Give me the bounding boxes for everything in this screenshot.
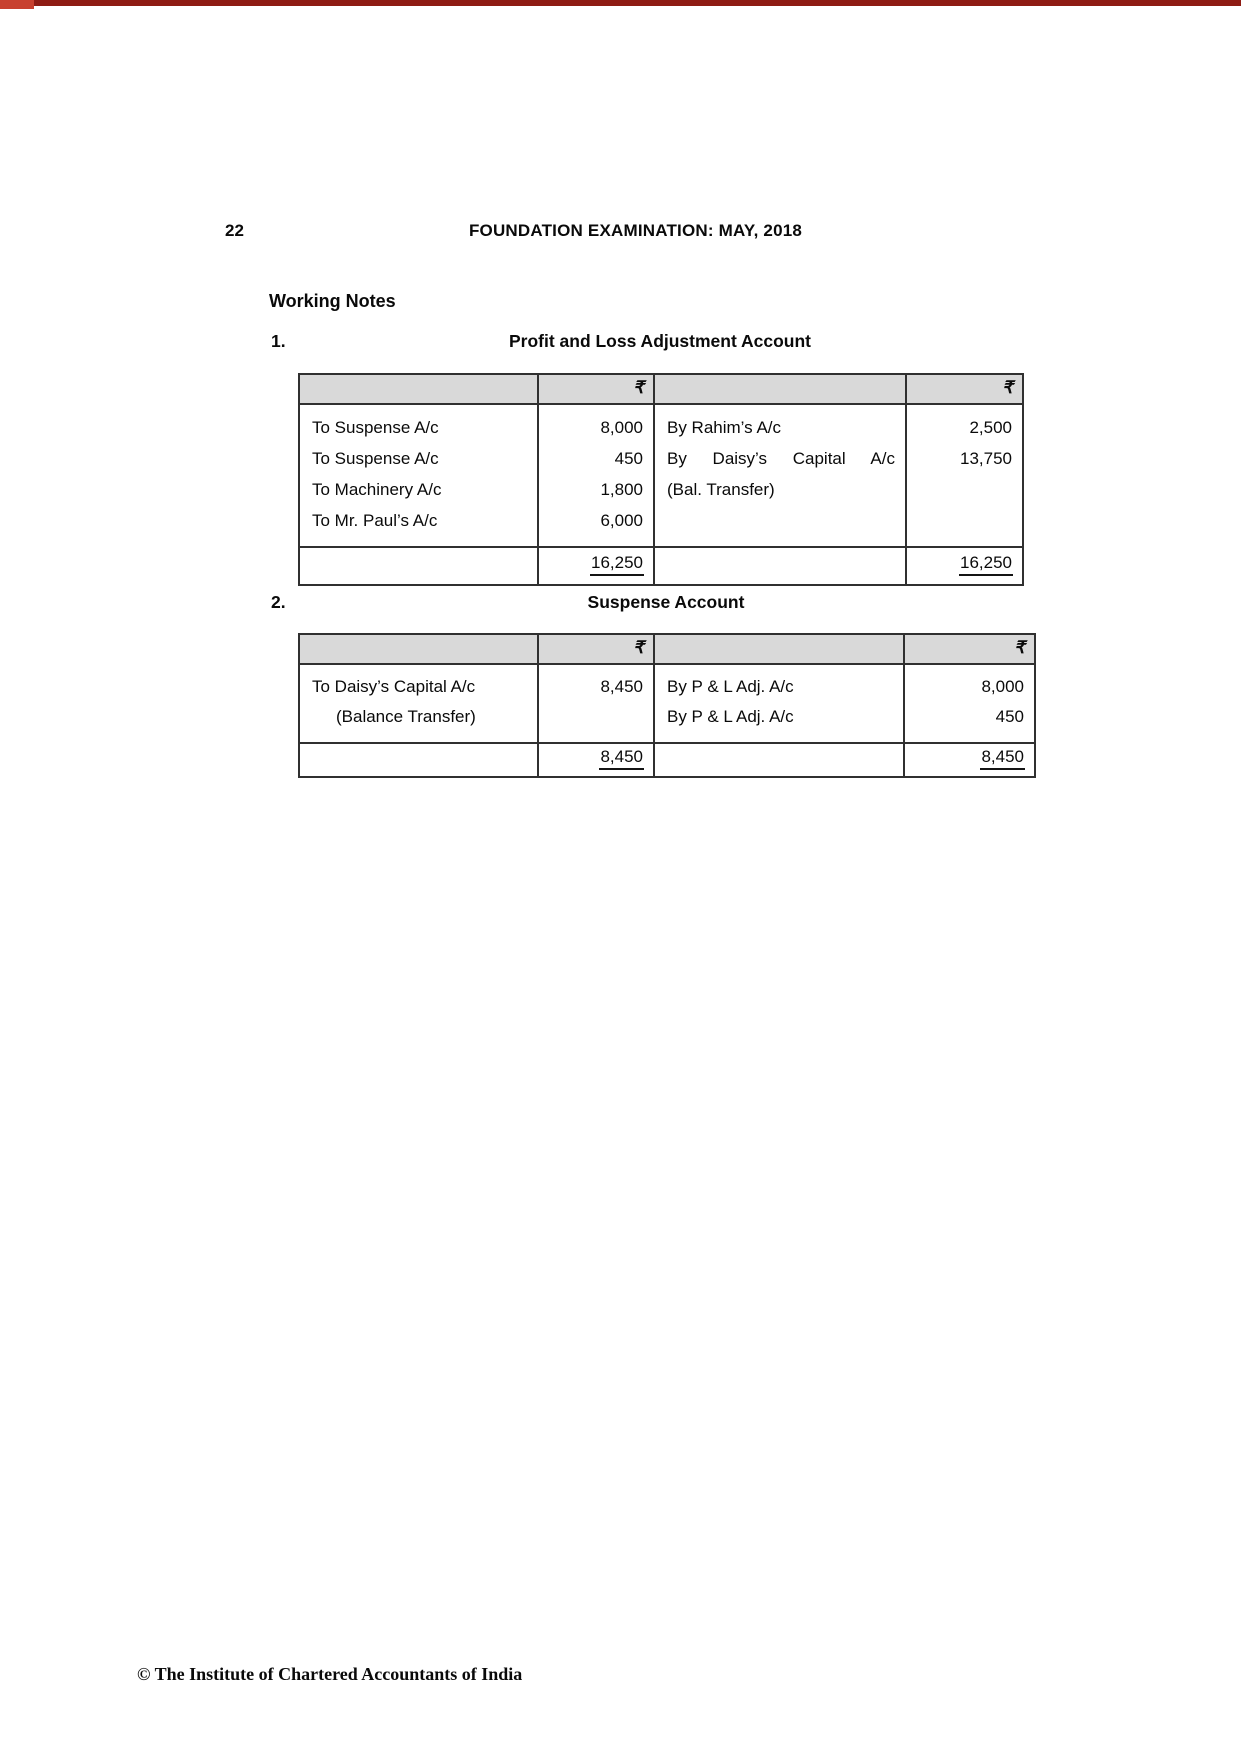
credit-total: 8,450 (980, 747, 1025, 770)
table1-credit-currency-header (906, 374, 1023, 404)
page-number: 22 (225, 221, 244, 240)
table1-debit-particulars-header (299, 374, 538, 404)
table1-totals-empty-cell (654, 547, 906, 585)
note2-title: Suspense Account (587, 592, 745, 612)
page-top-edge-artifact (0, 0, 1241, 6)
table1-credit-amounts-cell (906, 404, 1023, 547)
credit-entry-label: By P & L Adj. A/c (667, 677, 794, 696)
note2-number: 2. (271, 592, 286, 612)
table1-header-row (299, 374, 1023, 404)
debit-entry-label: To Mr. Paul’s A/c (312, 511, 438, 530)
table1-debit-particulars-cell (299, 404, 538, 547)
debit-total: 16,250 (590, 553, 644, 576)
debit-entry-label: To Suspense A/c (312, 449, 439, 468)
working-notes-heading: Working Notes (269, 291, 396, 311)
debit-total: 8,450 (599, 747, 644, 770)
table2-credit-amounts-cell (904, 664, 1035, 743)
rupee-symbol: ₹ (633, 378, 644, 397)
footer-copyright: © The Institute of Chartered Accountants of India (137, 1664, 523, 1684)
credit-entry-label: By Rahim’s A/c (667, 418, 782, 437)
table2-totals-row (299, 743, 1035, 777)
debit-entry-label: To Suspense A/c (312, 418, 439, 437)
debit-entry-amount: 8,450 (600, 677, 643, 696)
table2-totals-empty-cell (654, 743, 904, 777)
table2-debit-particulars-cell (299, 664, 538, 743)
table2-debit-particulars-header (299, 634, 538, 664)
table2-body-row (299, 664, 1035, 743)
suspense-account-table (298, 633, 1036, 778)
table2-credit-particulars-header (654, 634, 904, 664)
table2-totals-empty-cell (299, 743, 538, 777)
credit-entry-amount: 13,750 (960, 449, 1012, 468)
table2-debit-amounts-cell (538, 664, 654, 743)
debit-entry-label: To Machinery A/c (312, 480, 442, 499)
table2-debit-total-cell (538, 743, 654, 777)
debit-entry-amount: 450 (614, 449, 643, 468)
rupee-symbol: ₹ (1014, 638, 1025, 657)
table1-totals-row (299, 547, 1023, 585)
rupee-symbol: ₹ (1002, 378, 1013, 397)
table1-credit-particulars-cell (654, 404, 906, 547)
debit-entry-amount: 6,000 (600, 511, 643, 530)
table1-body-row (299, 404, 1023, 547)
table2-credit-currency-header (904, 634, 1035, 664)
credit-total: 16,250 (959, 553, 1013, 576)
table2-credit-total-cell (904, 743, 1035, 777)
debit-entry-label: To Daisy’s Capital A/c (312, 677, 476, 696)
table1-credit-particulars-header (654, 374, 906, 404)
note1-number: 1. (271, 331, 286, 351)
table1-debit-total-cell (538, 547, 654, 585)
credit-entry-amount: 8,000 (981, 677, 1024, 696)
table2-credit-particulars-cell (654, 664, 904, 743)
debit-entry-amount: 8,000 (600, 418, 643, 437)
table1-totals-empty-cell (299, 547, 538, 585)
debit-entry-sublabel: (Balance Transfer) (336, 707, 476, 726)
rupee-symbol: ₹ (633, 638, 644, 657)
credit-entry-label-continued: (Bal. Transfer) (667, 480, 775, 499)
debit-entry-amount: 1,800 (600, 480, 643, 499)
credit-entry-label: By P & L Adj. A/c (667, 707, 794, 726)
table2-header-row (299, 634, 1035, 664)
table1-credit-total-cell (906, 547, 1023, 585)
table1-debit-currency-header (538, 374, 654, 404)
credit-entry-amount: 2,500 (969, 418, 1012, 437)
credit-entry-amount: 450 (995, 707, 1024, 726)
table1-debit-amounts-cell (538, 404, 654, 547)
note1-title: Profit and Loss Adjustment Account (508, 331, 812, 351)
credit-entry-label: By Daisy’s Capital A/c (667, 449, 895, 468)
page-header-title: FOUNDATION EXAMINATION: MAY, 2018 (468, 221, 803, 240)
page-top-edge-artifact-left (0, 0, 34, 9)
profit-and-loss-adjustment-account-table (298, 373, 1024, 586)
table2-debit-currency-header (538, 634, 654, 664)
